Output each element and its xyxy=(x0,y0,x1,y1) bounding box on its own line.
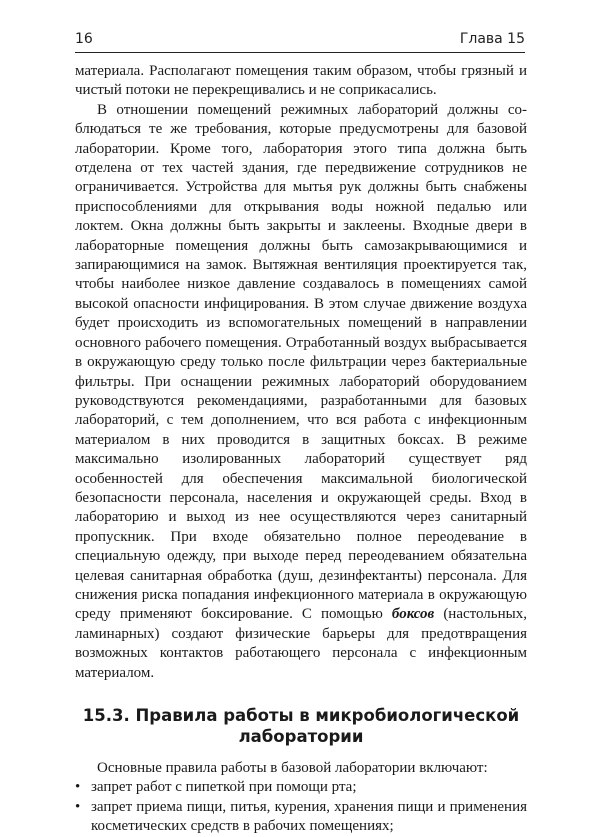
page-number: 16 xyxy=(75,31,93,47)
list-item-text: запрет приема пищи, питья, курения, хранения пищи и применения косметических средств в рабочих помещениях; xyxy=(91,798,527,835)
list-item xyxy=(75,798,527,837)
list-item-text: запрет работ с пипеткой при помощи рта; xyxy=(91,779,357,796)
paragraph-text: В отношении помещений режимных лабораторий должны соблюдаться те же требования, которые предусмотрены для базовой лаборатории. Кроме того, лаборатория этого типа должна быть отделена от тех частей здания, где передвижение сотрудников не ограничивается. Устройства для мытья рук должны быть снабжены приспособлениями для открывания воды ножной педалью или локтем. Окна должны быть закрыты и заклеены. Входные двери в лабораторные помещения должны быть самозакрывающимися и запирающимися на замок. Вытяжная вентиляция проектируется так, чтобы наиболее низкое давление создавалось в помещениях самой высокой опасности инфицирования. В этом случае движение воздуха будет происходить из вспомогательных помещений в направлении основного рабочего помещения. Отработанный воздух выбрасывается в окружающую среду только после фильтрации через бактериальные фильтры. При оснащении режимных лабораторий оборудованием руководствуются рекомендациями, разработанными для базовых лабораторий, с тем дополнением, что вся работа с инфекционным материалом в них проводится в защитных боксах. В режиме максимально изолированных лабораторий существует ряд особенностей для обеспечения максимальной биологической безопасности персонала, населения и окружающей среды. Вход в лабораторию и выход из нее осуществляются через санитарный пропускник. При входе обязательно полное переодевание в специальную одежду, при выходе перед переодеванием обязательна целевая санитарная обработка (душ, дезинфектанты) персонала. Для снижения риска попадания инфекционного материала в окружающую среду применяют боксирование. С помощью xyxy=(75,101,527,623)
bullet-marker: • xyxy=(75,779,81,796)
term-boxes: боксов xyxy=(391,606,435,623)
page-content xyxy=(75,62,527,837)
list-item xyxy=(75,778,527,797)
section-heading: 15.3. Правила работы в микробиологической лаборатории xyxy=(82,706,520,746)
section-intro: Основные правила работы в базовой лаборатории включают: xyxy=(97,760,488,776)
paragraph-continued: материала. Располагают помещения таким образом, чтобы грязный и чистый потоки не перекрещивались и не соприкасались. xyxy=(75,63,527,99)
paragraph-restricted-labs xyxy=(75,101,527,683)
running-head: Глава 15 xyxy=(459,31,525,47)
paragraph-text-end: (настольных, ламинарных) создают физические барьеры для предотвращения возможных контактов работающего персонала с инфекционным материалом. xyxy=(75,606,527,681)
page-header xyxy=(75,30,525,53)
bullet-marker: • xyxy=(75,798,81,815)
rules-list xyxy=(75,778,527,836)
